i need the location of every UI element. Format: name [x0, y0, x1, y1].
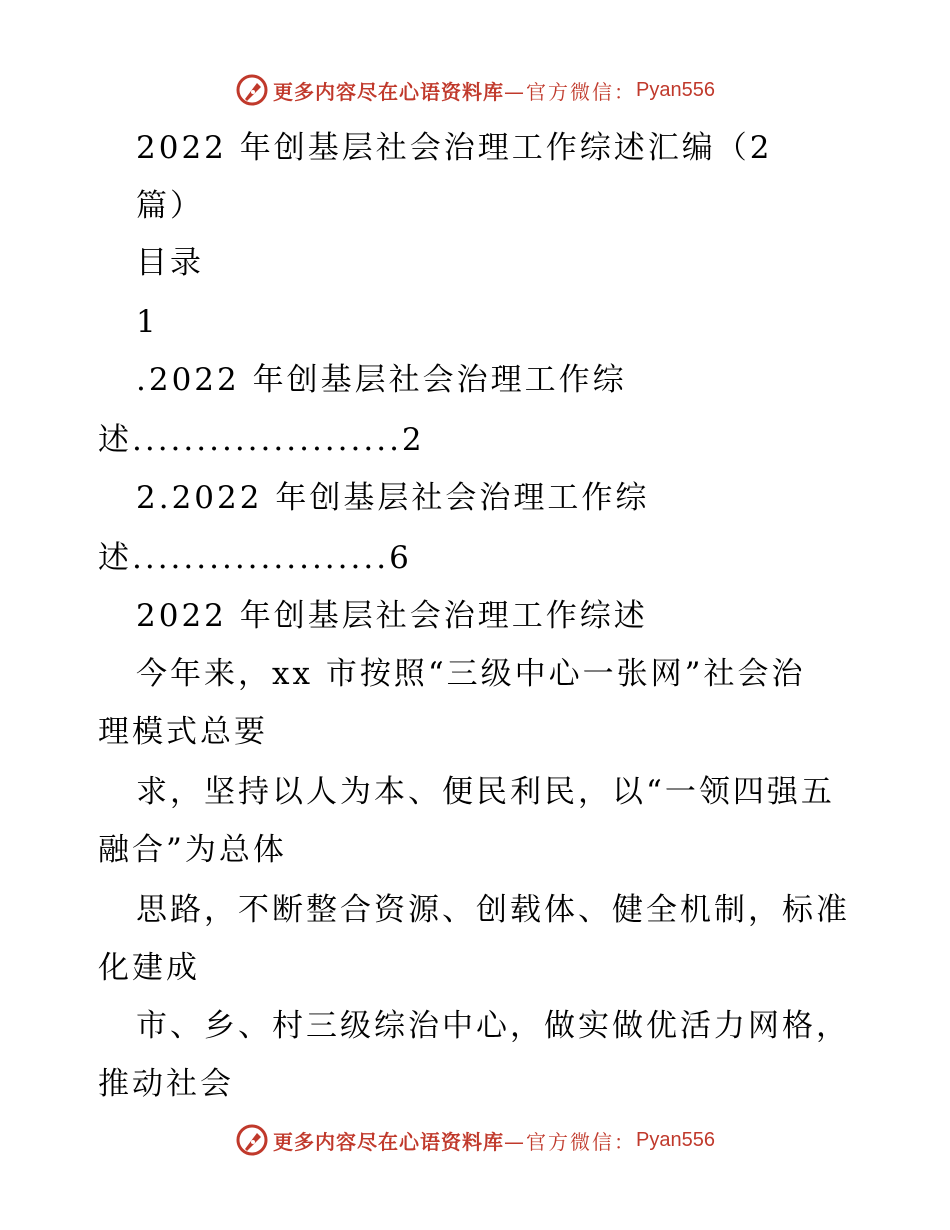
footer-text-sep: —官方微信： — [504, 1129, 637, 1154]
footer-text-id: Pyan556 — [636, 1128, 715, 1151]
section-title: 2022 年创基层社会治理工作综述 — [136, 598, 648, 634]
body-line: 推动社会 — [98, 1066, 234, 1102]
pen-nib-logo-icon — [235, 73, 269, 107]
toc-item-1-line2: 述.....................2 — [98, 422, 425, 458]
pen-nib-logo-icon — [235, 1123, 269, 1157]
header-text-sep: —官方微信： — [504, 79, 637, 104]
toc-label: 目录 — [136, 245, 204, 281]
body-line: 化建成 — [98, 950, 200, 986]
body-line: 思路，不断整合资源、创载体、健全机制，标准 — [136, 892, 850, 928]
toc-item-2-line2: 述....................6 — [98, 540, 412, 576]
footer-text-main: 更多内容尽在心语资料库 — [273, 1129, 505, 1154]
body-line: 融合”为总体 — [98, 832, 287, 868]
doc-title-line1: 2022 年创基层社会治理工作综述汇编（2 — [136, 130, 773, 166]
doc-title-line2: 篇） — [136, 188, 204, 224]
header-text-main: 更多内容尽在心语资料库 — [273, 79, 505, 104]
body-line: 市、乡、村三级综治中心，做实做优活力网格， — [136, 1008, 850, 1044]
body-line: 今年来，xx 市按照“三级中心一张网”社会治 — [136, 656, 806, 692]
header-text-id: Pyan556 — [636, 78, 715, 101]
footer-watermark — [0, 1120, 950, 1160]
toc-item-2-line1: 2.2022 年创基层社会治理工作综 — [136, 480, 650, 516]
toc-number-1: 1 — [136, 304, 159, 340]
toc-item-1-line1: .2022 年创基层社会治理工作综 — [136, 362, 627, 398]
body-line: 理模式总要 — [98, 714, 268, 750]
header-watermark — [0, 70, 950, 110]
body-line: 求，坚持以人为本、便民利民，以“一领四强五 — [136, 774, 835, 810]
